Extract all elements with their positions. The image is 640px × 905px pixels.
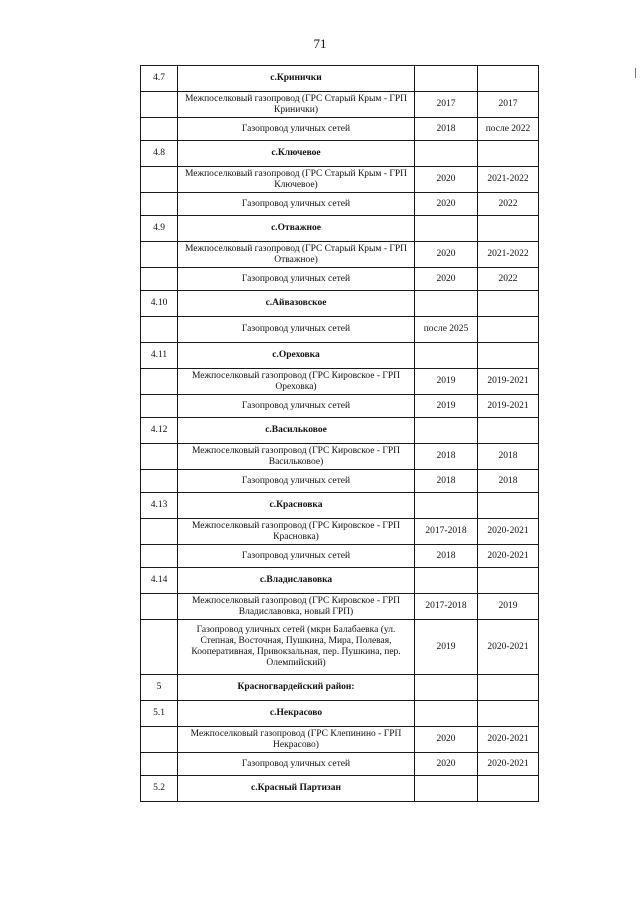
row-number-cell: 4.14: [141, 568, 178, 594]
settlement-row: [141, 343, 539, 369]
pipeline-description-cell: Межпоселковый газопровод (ГРС Кировское - ГРП Ореховка): [178, 369, 415, 395]
row-number-cell: 4.11: [141, 343, 178, 369]
pipeline-description-cell: Межпоселковый газопровод (ГРС Кировское - ГРП Васильковое): [178, 444, 415, 470]
settlement-name-cell: с.Красновка: [178, 493, 415, 519]
end-year-cell: 2018: [478, 444, 539, 470]
settlement-row: [141, 216, 539, 242]
end-year-cell: 2020-2021: [478, 727, 539, 753]
settlement-row: [141, 493, 539, 519]
settlement-name-cell: с.Айвазовское: [178, 291, 415, 317]
start-year-cell: 2020: [415, 193, 478, 216]
settlement-name-cell: с.Владиславовка: [178, 568, 415, 594]
row-number-cell: [141, 369, 178, 395]
start-year-cell: 2017: [415, 92, 478, 118]
pipeline-description-cell: Межпоселковый газопровод (ГРС Старый Крым - ГРП Кринички): [178, 92, 415, 118]
end-year-cell: [478, 343, 539, 369]
row-number-cell: 5: [141, 675, 178, 701]
settlement-row: [141, 776, 539, 802]
end-year-cell: [478, 291, 539, 317]
settlement-row: [141, 291, 539, 317]
pipeline-row: [141, 444, 539, 470]
end-year-cell: [478, 493, 539, 519]
end-year-cell: 2019-2021: [478, 395, 539, 418]
start-year-cell: 2019: [415, 369, 478, 395]
row-number-cell: 4.9: [141, 216, 178, 242]
row-number-cell: [141, 620, 178, 675]
start-year-cell: [415, 66, 478, 92]
row-number-cell: 5.2: [141, 776, 178, 802]
pipeline-row: [141, 167, 539, 193]
pipeline-row: [141, 470, 539, 493]
pipeline-description-cell: Газопровод уличных сетей: [178, 118, 415, 141]
settlement-row: [141, 66, 539, 92]
pipeline-description-cell: Межпоселковый газопровод (ГРС Клепинино - ГРП Некрасово): [178, 727, 415, 753]
row-number-cell: [141, 727, 178, 753]
end-year-cell: 2021-2022: [478, 242, 539, 268]
start-year-cell: 2019: [415, 620, 478, 675]
pipeline-row: [141, 193, 539, 216]
start-year-cell: 2020: [415, 753, 478, 776]
end-year-cell: [478, 701, 539, 727]
end-year-cell: [478, 317, 539, 343]
end-year-cell: 2022: [478, 268, 539, 291]
end-year-cell: 2020-2021: [478, 519, 539, 545]
start-year-cell: 2018: [415, 444, 478, 470]
pipeline-row: [141, 753, 539, 776]
settlement-name-cell: с.Ореховка: [178, 343, 415, 369]
pipeline-description-cell: Газопровод уличных сетей (мкрн Балабаевка (ул. Степная, Восточная, Пушкина, Мира, Полевая, Кооперативная, Привокзальная, пер. Пушкина, пер. Олемпийский): [178, 620, 415, 675]
row-number-cell: [141, 395, 178, 418]
row-number-cell: [141, 92, 178, 118]
pipeline-row: [141, 545, 539, 568]
start-year-cell: [415, 675, 478, 701]
start-year-cell: 2018: [415, 470, 478, 493]
pipeline-row: [141, 92, 539, 118]
pipeline-description-cell: Межпоселковый газопровод (ГРС Кировское - ГРП Владиславовка, новый ГРП): [178, 594, 415, 620]
start-year-cell: [415, 493, 478, 519]
start-year-cell: 2020: [415, 167, 478, 193]
settlement-row: [141, 701, 539, 727]
pipeline-description-cell: Межпоселковый газопровод (ГРС Старый Крым - ГРП Отважное): [178, 242, 415, 268]
start-year-cell: [415, 291, 478, 317]
start-year-cell: [415, 568, 478, 594]
row-number-cell: [141, 118, 178, 141]
row-number-cell: [141, 545, 178, 568]
end-year-cell: [478, 568, 539, 594]
end-year-cell: 2020-2021: [478, 545, 539, 568]
row-number-cell: [141, 519, 178, 545]
end-year-cell: 2019-2021: [478, 369, 539, 395]
row-number-cell: 4.8: [141, 141, 178, 167]
pipeline-description-cell: Межпоселковый газопровод (ГРС Кировское - ГРП Красновка): [178, 519, 415, 545]
settlement-name-cell: с.Некрасово: [178, 701, 415, 727]
row-number-cell: [141, 317, 178, 343]
pipeline-row: [141, 727, 539, 753]
start-year-cell: 2018: [415, 545, 478, 568]
settlement-name-cell: Красногвардейский район:: [178, 675, 415, 701]
end-year-cell: 2017: [478, 92, 539, 118]
pipeline-description-cell: Газопровод уличных сетей: [178, 193, 415, 216]
pipeline-description-cell: Межпоселковый газопровод (ГРС Старый Крым - ГРП Ключевое): [178, 167, 415, 193]
start-year-cell: 2017-2018: [415, 519, 478, 545]
row-number-cell: [141, 193, 178, 216]
pipeline-row: [141, 369, 539, 395]
end-year-cell: 2020-2021: [478, 620, 539, 675]
settlement-row: [141, 418, 539, 444]
row-number-cell: [141, 594, 178, 620]
start-year-cell: [415, 701, 478, 727]
settlement-name-cell: с.Отважное: [178, 216, 415, 242]
start-year-cell: [415, 141, 478, 167]
row-number-cell: 5.1: [141, 701, 178, 727]
pipeline-row: [141, 594, 539, 620]
row-number-cell: [141, 242, 178, 268]
start-year-cell: 2018: [415, 118, 478, 141]
pipeline-description-cell: Газопровод уличных сетей: [178, 395, 415, 418]
end-year-cell: [478, 418, 539, 444]
end-year-cell: [478, 776, 539, 802]
row-number-cell: [141, 444, 178, 470]
pipeline-description-cell: Газопровод уличных сетей: [178, 317, 415, 343]
start-year-cell: 2017-2018: [415, 594, 478, 620]
row-number-cell: [141, 470, 178, 493]
row-number-cell: [141, 268, 178, 291]
pipeline-row: [141, 317, 539, 343]
page-number: 71: [313, 36, 327, 51]
start-year-cell: после 2025: [415, 317, 478, 343]
pipeline-description-cell: Газопровод уличных сетей: [178, 268, 415, 291]
scan-edge-mark: [635, 68, 636, 78]
pipeline-row: [141, 620, 539, 675]
end-year-cell: [478, 141, 539, 167]
row-number-cell: 4.10: [141, 291, 178, 317]
start-year-cell: [415, 343, 478, 369]
end-year-cell: [478, 675, 539, 701]
pipeline-row: [141, 268, 539, 291]
row-number-cell: [141, 167, 178, 193]
end-year-cell: [478, 66, 539, 92]
end-year-cell: 2018: [478, 470, 539, 493]
gasification-schedule-table: [140, 65, 539, 802]
start-year-cell: [415, 776, 478, 802]
pipeline-row: [141, 118, 539, 141]
pipeline-row: [141, 242, 539, 268]
settlement-name-cell: с.Красный Партизан: [178, 776, 415, 802]
settlement-row: [141, 675, 539, 701]
start-year-cell: 2020: [415, 268, 478, 291]
start-year-cell: 2020: [415, 727, 478, 753]
end-year-cell: 2021-2022: [478, 167, 539, 193]
end-year-cell: [478, 216, 539, 242]
settlement-name-cell: с.Васильковое: [178, 418, 415, 444]
start-year-cell: 2020: [415, 242, 478, 268]
pipeline-row: [141, 395, 539, 418]
pipeline-description-cell: Газопровод уличных сетей: [178, 470, 415, 493]
start-year-cell: [415, 418, 478, 444]
row-number-cell: 4.13: [141, 493, 178, 519]
pipeline-description-cell: Газопровод уличных сетей: [178, 753, 415, 776]
end-year-cell: после 2022: [478, 118, 539, 141]
pipeline-description-cell: Газопровод уличных сетей: [178, 545, 415, 568]
row-number-cell: 4.12: [141, 418, 178, 444]
settlement-name-cell: с.Ключевое: [178, 141, 415, 167]
start-year-cell: 2019: [415, 395, 478, 418]
end-year-cell: 2019: [478, 594, 539, 620]
end-year-cell: 2020-2021: [478, 753, 539, 776]
settlement-name-cell: с.Кринички: [178, 66, 415, 92]
end-year-cell: 2022: [478, 193, 539, 216]
table-body: [141, 66, 539, 802]
settlement-row: [141, 141, 539, 167]
settlement-row: [141, 568, 539, 594]
pipeline-row: [141, 519, 539, 545]
row-number-cell: 4.7: [141, 66, 178, 92]
start-year-cell: [415, 216, 478, 242]
row-number-cell: [141, 753, 178, 776]
